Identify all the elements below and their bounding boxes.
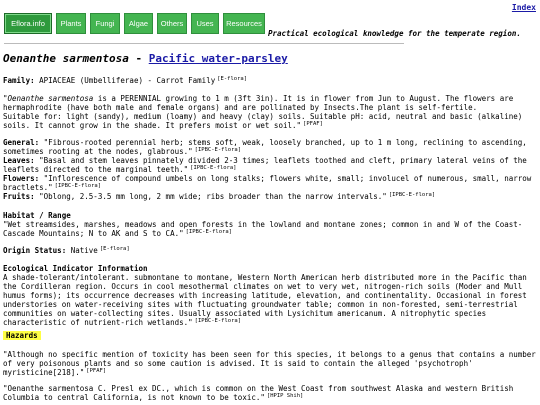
hazards-badge: Hazards <box>3 331 41 340</box>
family-source: [E-flora] <box>217 76 248 82</box>
desc-fruits-text: "Oblong, 2.5-3.5 mm long, 2 mm wide; ribs broader than the narrow intervals." <box>39 192 387 201</box>
ecology-heading: Ecological Indicator Information <box>3 264 148 273</box>
desc-leaves-text: "Basal and stem leaves pinnately divided 2-3 times; leaflets toothed and cleft, primary lateral veins of the leaflets directed to the marginal teeth." <box>3 156 527 174</box>
hazards-source-2: [HPIP Shih] <box>266 393 304 399</box>
habitat-heading: Habitat / Range <box>3 211 71 220</box>
desc-fruits-source: [IPBC-E-flora] <box>388 192 436 198</box>
main-nav <box>4 13 265 34</box>
habitat-text: "Wet streamsides, marshes, meadows and open forests in the lowland and montane zones; common in and W of the Coast-Cascade Mountains; N to AK and S to CA." <box>3 220 523 238</box>
habitat-section <box>3 211 536 238</box>
origin-status <box>3 246 536 255</box>
ecology-source: [IPBC-E-flora] <box>194 318 242 324</box>
hazards-text-2: "Oenanthe sarmentosa C. Presl ex DC., which is common on the West Coast from southwest Alaska and western British Columbia to central California, is not known to be toxic." <box>3 384 514 402</box>
hazards-section <box>3 331 536 340</box>
nav-others[interactable]: Others <box>157 13 187 34</box>
family-label: Family: <box>3 76 35 85</box>
desc-flowers <box>3 174 536 192</box>
header-divider <box>4 43 404 44</box>
desc-leaves-label: Leaves: <box>3 156 35 165</box>
origin-value: Native <box>70 246 98 255</box>
index-link[interactable]: Index <box>511 3 536 12</box>
common-name-link[interactable]: Pacific water-parsley <box>148 52 288 65</box>
scientific-name: Oenanthe sarmentosa <box>3 52 129 65</box>
title-separator: - <box>128 52 149 65</box>
pfaf-text-2: Suitable for: light (sandy), medium (loamy) and heavy (clay) soils. Suitable pH: acid, neutral and basic (alkaline) soils. It cannot grow in the shade. It prefers moist or wet soil." <box>3 112 523 130</box>
desc-flowers-source: [IPBC-E-flora] <box>54 183 102 189</box>
desc-general <box>3 138 536 156</box>
ecology-section <box>3 264 536 327</box>
desc-fruits <box>3 192 536 201</box>
desc-general-source: [IPBC-E-flora] <box>194 147 242 153</box>
desc-flowers-label: Flowers: <box>3 174 40 183</box>
page-title <box>3 52 288 65</box>
family-value: APIACEAE (Umbelliferae) - Carrot Family <box>39 76 216 85</box>
nav-algae[interactable]: Algae <box>124 13 153 34</box>
origin-label: Origin Status: <box>3 246 67 255</box>
hazards-paragraph-1 <box>3 350 536 377</box>
pfaf-text-1: is a PERENNIAL growing to 1 m (3ft 3in). It is in flower from Jun to August. The flowers are hermaphrodite (have both male and female organs) and are pollinated by Insects.The plant is self-fertile. <box>3 94 514 112</box>
description-section <box>3 138 536 201</box>
desc-general-text: "Fibrous-rooted perennial herb; stems soft, weak, loosely branched, up to 1 m long, reclining to ascending, sometimes rooting at the nodes, glabrous." <box>3 138 527 156</box>
ecology-text: A shade-tolerant/intolerant. submontane to montane, Western North American herb distributed more in the Pacific than the Cordilleran region. Occurs in cool mesothermal climates on wet to very wet, nitrogen-rich soils (Moder and Mull humus forms); its occurrence decreases with increasing latitude, elevation, and continentality. Occasional in forest understories on water-receiving sites with fluctuating groundwater table; common in non-forested, semi-terrestrial communities on water-collecting sites. Usually associated with Lysichitum americanum. A nitrophytic species characteristic of nutrient-rich wetlands." <box>3 273 527 327</box>
nav-eflora-info[interactable]: Eflora.info <box>4 13 52 34</box>
hazards-source-1: [PFAF] <box>86 368 107 374</box>
desc-fruits-label: Fruits: <box>3 192 35 201</box>
pfaf-species-name: Oenanthe sarmentosa <box>7 94 94 103</box>
hazards-text-1: "Although no specific mention of toxicity has been seen for this species, it belongs to a genus that contains a number of very poisonous plants and so some caution is advised. It is said to contain the alleged 'psychotroph' myristicine[218]." <box>3 350 536 377</box>
desc-leaves-source: [IPBC-E-flora] <box>190 165 237 171</box>
origin-source: [E-flora] <box>99 246 130 252</box>
desc-general-label: General: <box>3 138 40 147</box>
desc-flowers-text: "Inflorescence of compound umbels on long stalks; flowers white, small; involucel of numerous, small, narrow bractlets." <box>3 174 532 192</box>
pfaf-source: [PFAF] <box>303 121 323 127</box>
nav-uses[interactable]: Uses <box>191 13 219 34</box>
desc-leaves <box>3 156 536 174</box>
nav-resources[interactable]: Resources <box>223 13 265 34</box>
family-line <box>3 76 536 85</box>
habitat-source: [IPBC-E-flora] <box>185 229 232 235</box>
hazards-paragraph-2 <box>3 384 536 402</box>
nav-fungi[interactable]: Fungi <box>90 13 120 34</box>
site-tagline: Practical ecological knowledge for the temperate region. <box>268 29 521 38</box>
pfaf-summary <box>3 94 536 130</box>
nav-plants[interactable]: Plants <box>56 13 86 34</box>
pfaf-open-quote: " <box>3 94 8 103</box>
